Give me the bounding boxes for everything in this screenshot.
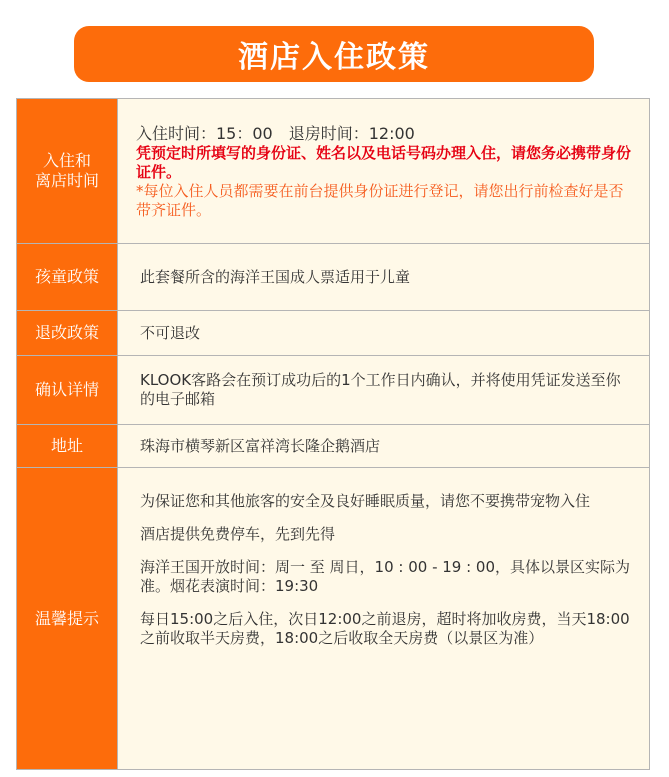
- tip-item: 每日15:00之后入住，次日12:00之前退房，超时将加收房费，当天18:00之前收取半天房费，18:00之后收取全天房费（以景区为准）: [140, 610, 630, 647]
- row-content-checkin: [118, 99, 650, 244]
- row-content-address: 珠海市横琴新区富祥湾长隆企鹅酒店: [118, 425, 650, 468]
- page-title: 酒店入住政策: [74, 26, 594, 82]
- label-line: 离店时间: [34, 171, 99, 190]
- row-label-address: 地址: [17, 425, 118, 468]
- table-row: [17, 244, 650, 311]
- checkin-times: 入住时间：15：00 退房时间：12:00: [136, 124, 415, 143]
- row-label-children: 孩童政策: [17, 244, 118, 311]
- tip-item: 酒店提供免费停车，先到先得: [140, 525, 336, 543]
- table-row: [17, 468, 650, 770]
- tip-item: 为保证您和其他旅客的安全及良好睡眠质量，请您不要携带宠物入住: [140, 492, 591, 510]
- row-label-refund: 退改政策: [17, 311, 118, 356]
- row-label-tips: 温馨提示: [17, 468, 118, 770]
- row-label-confirm: 确认详情: [17, 356, 118, 425]
- checkin-note: *每位入住人员都需要在前台提供身份证进行登记，请您出行前检查好是否带齐证件。: [136, 182, 624, 219]
- row-content-children: 此套餐所含的海洋王国成人票适用于儿童: [118, 244, 650, 311]
- checkin-warning: 凭预定时所填写的身份证、姓名以及电话号码办理入住，请您务必携带身份证件。: [136, 144, 632, 181]
- tip-item: 海洋王国开放时间：周一 至 周日，10 : 00 - 19 : 00，具体以景区实际为准。烟花表演时间：19:30: [140, 558, 631, 595]
- table-row: [17, 99, 650, 244]
- row-content-confirm: KLOOK客路会在预订成功后的1个工作日内确认，并将使用凭证发送至你的电子邮箱: [118, 356, 650, 425]
- row-content-refund: 不可退改: [118, 311, 650, 356]
- row-content-tips: [118, 468, 650, 770]
- row-label-checkin: [17, 99, 118, 244]
- policy-table: [16, 98, 650, 770]
- label-line: 入住和: [42, 151, 91, 170]
- table-row: [17, 425, 650, 468]
- table-row: [17, 356, 650, 425]
- table-row: [17, 311, 650, 356]
